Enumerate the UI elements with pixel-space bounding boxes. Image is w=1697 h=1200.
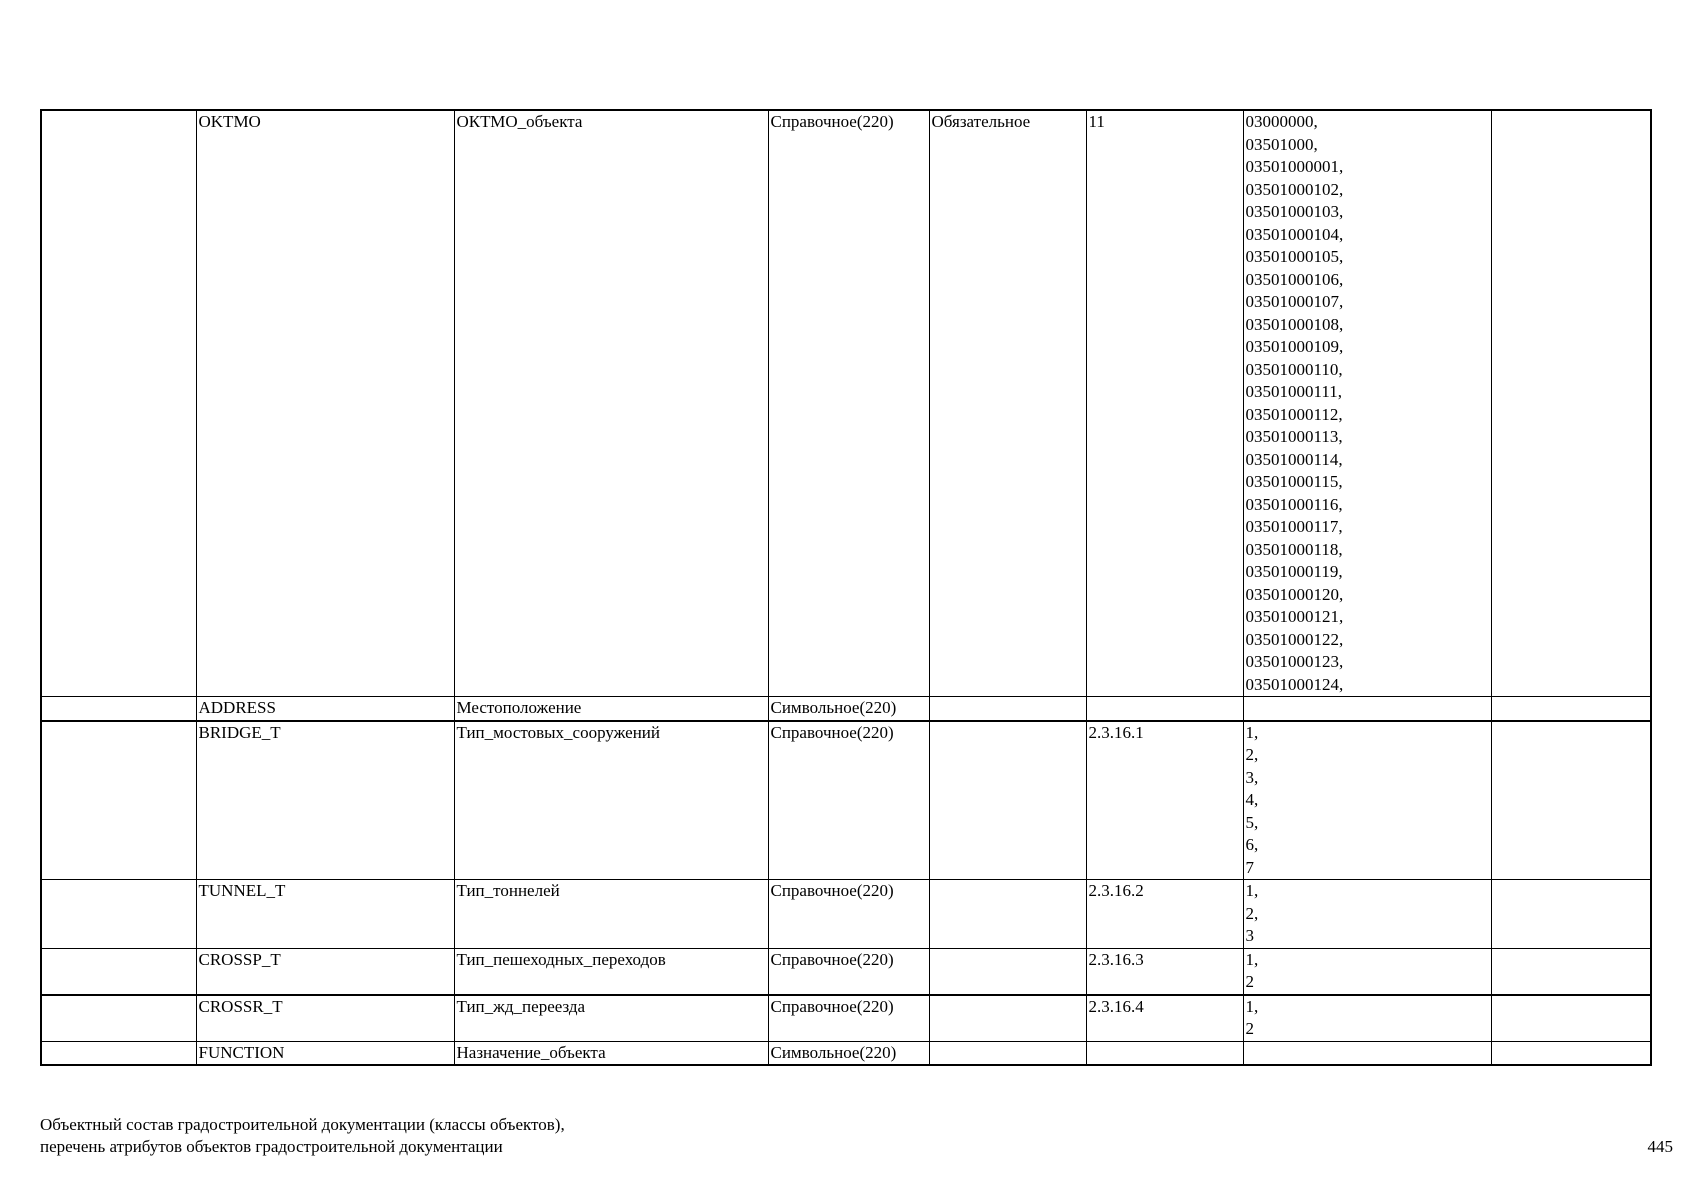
value-item: 03501000124, [1245,674,1344,694]
attribute-code-cell: OKTMO [196,110,454,697]
value-item: 4, [1245,790,1259,809]
value-item: 3, [1245,767,1259,787]
value-item: 6, [1245,835,1259,854]
attribute-code-cell: BRIDGE_T [196,721,454,880]
value-item: 03501000114, [1245,449,1343,469]
attribute-name-cell: ОКТМО_объекта [454,110,768,697]
footer-caption [40,1114,565,1158]
value-item: 03501000110, [1245,359,1343,379]
value-item: 1, [1245,949,1259,969]
value-item: 03501000106, [1245,269,1344,289]
attribute-required-cell [929,721,1086,880]
value-item: 03501000117, [1245,517,1343,536]
value-item: 03501000105, [1245,247,1344,266]
blank-cell [41,721,196,880]
blank-cell [41,880,196,949]
attribute-code-cell: CROSSR_T [196,995,454,1042]
footer-caption-line-1: Объектный состав градостроительной документации (классы объектов), [40,1115,565,1134]
value-item: 03501000122, [1245,629,1344,649]
attribute-name-cell: Местоположение [454,697,768,721]
attribute-type-cell: Справочное(220) [768,880,929,949]
value-item: 3 [1245,926,1254,945]
reference-cell: 2.3.16.2 [1086,880,1243,949]
value-item: 03501000113, [1245,427,1343,446]
attribute-type-cell: Справочное(220) [768,948,929,995]
attribute-name-cell: Тип_пешеходных_переходов [454,948,768,995]
value-item: 03501000103, [1245,202,1344,221]
value-item: 03501000, [1245,134,1318,154]
note-cell [1491,1041,1651,1065]
note-cell [1491,697,1651,721]
values-cell [1243,1041,1491,1065]
values-cell [1243,948,1491,995]
value-item: 03501000116, [1245,494,1343,514]
attribute-required-cell [929,995,1086,1042]
value-item: 03000000, [1245,112,1318,131]
reference-cell: 2.3.16.1 [1086,721,1243,880]
attribute-name-cell: Тип_жд_переезда [454,995,768,1042]
blank-cell [41,110,196,697]
value-item: 5, [1245,812,1259,832]
blank-cell [41,1041,196,1065]
value-item: 03501000112, [1245,404,1343,424]
attribute-code-cell: ADDRESS [196,697,454,721]
blank-cell [41,995,196,1042]
attribute-required-cell [929,880,1086,949]
value-item: 03501000108, [1245,314,1344,334]
note-cell [1491,110,1651,697]
attribute-name-cell: Назначение_объекта [454,1041,768,1065]
attribute-required-cell [929,1041,1086,1065]
values-cell [1243,880,1491,949]
value-item: 2 [1245,972,1254,991]
value-item: 1, [1245,722,1259,742]
page-number: 445 [1647,1137,1673,1156]
attribute-type-cell: Справочное(220) [768,110,929,697]
attribute-code-cell: FUNCTION [196,1041,454,1065]
value-item: 2 [1245,1019,1254,1038]
value-item: 03501000104, [1245,224,1344,244]
value-item: 03501000123, [1245,652,1344,671]
value-item: 03501000102, [1245,179,1344,199]
value-item: 03501000119, [1245,562,1343,581]
reference-cell: 2.3.16.3 [1086,948,1243,995]
table-row [41,880,1651,949]
table-row [41,110,1651,697]
attribute-table-body [41,110,1651,1065]
values-cell [1243,995,1491,1042]
note-cell [1491,721,1651,880]
values-cell [1243,697,1491,721]
attribute-code-cell: TUNNEL_T [196,880,454,949]
footer-caption-line-2: перечень атрибутов объектов градостроительной документации [40,1137,503,1156]
values-cell [1243,721,1491,880]
table-row [41,948,1651,995]
table-row [41,721,1651,880]
attribute-type-cell: Справочное(220) [768,721,929,880]
attribute-required-cell [929,697,1086,721]
value-item: 2, [1245,745,1259,764]
blank-cell [41,697,196,721]
attribute-required-cell [929,948,1086,995]
attribute-name-cell: Тип_мостовых_сооружений [454,721,768,880]
value-item: 03501000115, [1245,472,1343,491]
value-item: 03501000120, [1245,584,1344,604]
attribute-table [40,109,1652,1066]
value-item: 03501000121, [1245,607,1344,626]
value-item: 03501000001, [1245,157,1344,176]
value-item: 2, [1245,903,1259,923]
value-item: 1, [1245,881,1259,900]
note-cell [1491,995,1651,1042]
blank-cell [41,948,196,995]
attribute-name-cell: Тип_тоннелей [454,880,768,949]
table-row [41,995,1651,1042]
value-item: 1, [1245,996,1259,1016]
reference-cell: 2.3.16.4 [1086,995,1243,1042]
attribute-required-cell: Обязательное [929,110,1086,697]
table-row [41,1041,1651,1065]
note-cell [1491,948,1651,995]
value-item: 03501000107, [1245,292,1344,311]
values-cell [1243,110,1491,697]
table-row [41,697,1651,721]
value-item: 03501000118, [1245,539,1343,559]
attribute-type-cell: Символьное(220) [768,1041,929,1065]
attribute-code-cell: CROSSP_T [196,948,454,995]
value-item: 03501000111, [1245,382,1342,401]
note-cell [1491,880,1651,949]
value-item: 7 [1245,857,1254,877]
value-item: 03501000109, [1245,337,1344,356]
reference-cell: 11 [1086,110,1243,697]
attribute-type-cell: Символьное(220) [768,697,929,721]
reference-cell [1086,697,1243,721]
reference-cell [1086,1041,1243,1065]
attribute-type-cell: Справочное(220) [768,995,929,1042]
